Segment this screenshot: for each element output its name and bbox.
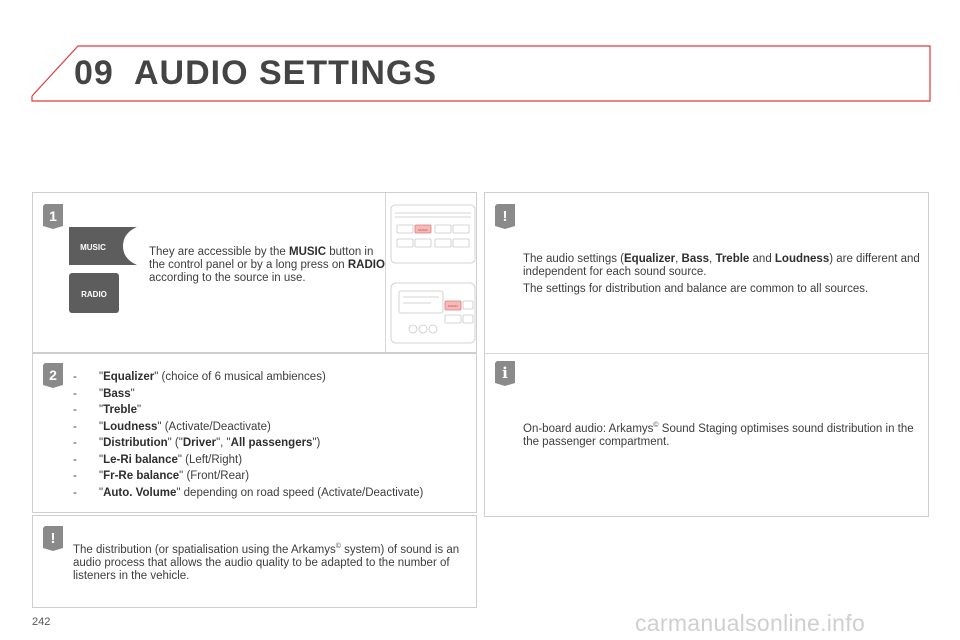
control-panel-illustration bbox=[389, 197, 477, 349]
distribution-note: The distribution (or spatialisation using the Arkamys© system) of sound is an audio process that allows the audio quality to be adapted to the number of listeners in the vehicle. bbox=[73, 543, 460, 582]
list-item-bass: - "Bass" bbox=[73, 388, 473, 401]
svg-text:RADIO: RADIO bbox=[81, 290, 107, 299]
list-item-treble: - "Treble" bbox=[73, 404, 473, 417]
page-header bbox=[0, 0, 960, 110]
box-divider bbox=[385, 193, 386, 352]
warning-badge-left bbox=[41, 524, 65, 552]
step-1-number: 1 bbox=[49, 208, 57, 224]
right-notes-box bbox=[484, 192, 929, 517]
onboard-audio-note: On-board audio: Arkamys© Sound Staging optimises sound distribution in the the passenger compartment. bbox=[523, 422, 914, 448]
list-item-equalizer: - "Equalizer" (choice of 6 musical ambiences) bbox=[73, 371, 473, 384]
step-1-badge bbox=[41, 202, 65, 230]
page-title: AUDIO SETTINGS bbox=[134, 54, 438, 92]
list-item-loudness: - "Loudness" (Activate/Deactivate) bbox=[73, 421, 473, 434]
chapter-number: 09 bbox=[74, 54, 114, 92]
radio-button-illustration bbox=[69, 273, 119, 313]
section-settings-list-box bbox=[32, 353, 477, 513]
settings-list bbox=[73, 371, 473, 503]
list-item-fr-re-balance: - "Fr-Re balance" (Front/Rear) bbox=[73, 470, 473, 483]
audio-settings-note: The audio settings (Equalizer, Bass, Treble and Loudness) are different and independent for each sound source. bbox=[523, 253, 920, 278]
panel-music-label: MUSIC bbox=[418, 228, 428, 232]
section-distribution-note-box bbox=[32, 515, 477, 608]
list-item-le-ri-balance: - "Le-Ri balance" (Left/Right) bbox=[73, 454, 473, 467]
panel-radio-label: RADIO bbox=[448, 304, 458, 308]
step-2-number: 2 bbox=[49, 367, 57, 383]
section-access-box bbox=[32, 192, 477, 353]
info-badge bbox=[493, 359, 517, 387]
music-button-illustration bbox=[69, 227, 137, 265]
box-divider bbox=[485, 353, 928, 354]
warning-badge-right bbox=[493, 202, 517, 230]
page-number: 242 bbox=[32, 616, 51, 628]
common-settings-note: The settings for distribution and balance are common to all sources. bbox=[523, 283, 869, 295]
warning-icon: ! bbox=[50, 530, 56, 547]
watermark: carmanualsonline.info bbox=[635, 610, 866, 636]
list-item-auto-volume: - "Auto. Volume" depending on road speed (Activate/Deactivate) bbox=[73, 487, 473, 500]
list-item-distribution: - "Distribution" ("Driver", "All passengers") bbox=[73, 437, 473, 450]
info-icon: i bbox=[502, 364, 508, 382]
step-2-badge bbox=[41, 361, 65, 389]
warning-icon: ! bbox=[502, 208, 508, 225]
svg-text:MUSIC: MUSIC bbox=[80, 243, 106, 252]
access-description: They are accessible by the MUSIC button in the control panel or by a long press on RADIO according to the source in use. bbox=[149, 246, 385, 284]
